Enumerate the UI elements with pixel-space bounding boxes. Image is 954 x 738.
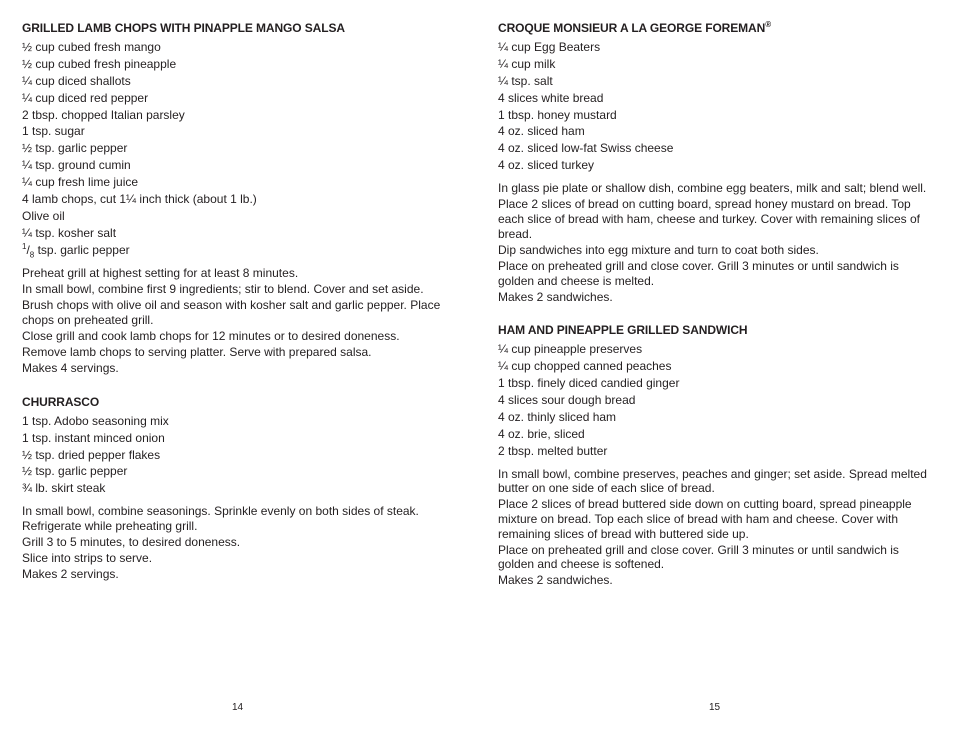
ingredient: 4 oz. brie, sliced (498, 426, 585, 441)
ingredient: ¼ cup Egg Beaters (498, 39, 601, 54)
direction-step: In small bowl, combine seasonings. Sprinkle evenly on both sides of steak. Refrigerate while preheating grill. (22, 504, 419, 533)
direction-step: Place on preheated grill and close cover. Grill 3 minutes or until sandwich is golden and cheese is melted. (498, 258, 899, 288)
ingredient: 4 oz. thinly sliced ham (498, 409, 617, 424)
ingredient: 4 lamb chops, cut 1¼ inch thick (about 1 lb.) (22, 192, 257, 207)
ingredient: ½ tsp. garlic pepper (22, 141, 128, 156)
recipe-title: GRILLED LAMB CHOPS WITH PINAPPLE MANGO SALSA (22, 21, 345, 35)
ingredient: 1 tsp. sugar (22, 124, 85, 139)
recipe-croque-monsieur (498, 20, 928, 304)
ingredient: ¼ cup milk (498, 56, 556, 71)
recipe-title: HAM AND PINEAPPLE GRILLED SANDWICH (498, 323, 748, 338)
ingredient: 4 oz. sliced ham (498, 124, 585, 139)
ingredient: 4 slices sour dough bread (498, 392, 636, 407)
page-number: 15 (709, 702, 721, 713)
direction-step: In small bowl, combine preserves, peaches and ginger; set aside. Spread melted butter on one side of each slice of bread. (498, 466, 927, 496)
ingredient: 1 tbsp. honey mustard (498, 107, 617, 122)
ingredient: 2 tbsp. melted butter (498, 443, 608, 458)
recipe-ham-pineapple-sandwich (498, 322, 928, 588)
direction-step: Place on preheated grill and close cover. Grill 3 minutes or until sandwich is golden and cheese is softened. (498, 542, 899, 572)
ingredient: ½ tsp. garlic pepper (22, 464, 128, 479)
direction-step: Remove lamb chops to serving platter. Serve with prepared salsa. (22, 345, 372, 360)
ingredient: ¼ tsp. ground cumin (22, 158, 131, 173)
ingredient: ¼ cup diced shallots (22, 73, 131, 88)
ingredient: ¾ lb. skirt steak (22, 481, 106, 496)
directions (22, 266, 447, 376)
ingredient: ¼ tsp. kosher salt (22, 225, 117, 240)
right-page (477, 0, 954, 738)
left-column (22, 20, 447, 584)
ingredient-text: tsp. garlic pepper (34, 242, 130, 257)
recipe-title: CHURRASCO (22, 394, 100, 409)
ingredient: ¼ cup fresh lime juice (22, 175, 139, 190)
recipe-grilled-lamb-chops (22, 20, 447, 376)
ingredient: ¼ tsp. salt (498, 73, 553, 88)
ingredient-list (22, 39, 447, 259)
ingredient-list (498, 341, 928, 459)
direction-step: Makes 2 sandwiches. (498, 573, 613, 588)
directions (498, 467, 928, 589)
direction-step: Place 2 slices of bread buttered side down on cutting board, spread pineapple mixture on bread. Top each slice of bread with ham and cheese. Cover with remaining slices of bread with buttered side up. (498, 497, 912, 541)
ingredient: 1 tsp. instant minced onion (22, 430, 165, 445)
direction-step: Brush chops with olive oil and season with kosher salt and garlic pepper. Place chops on preheated grill. (22, 298, 441, 327)
direction-step: In glass pie plate or shallow dish, combine egg beaters, milk and salt; blend well. (498, 181, 927, 196)
ingredient: ¼ cup chopped canned peaches (498, 359, 672, 374)
ingredient: 1 tsp. Adobo seasoning mix (22, 413, 169, 428)
recipe-churrasco (22, 394, 447, 582)
ingredient: 4 oz. sliced low-fat Swiss cheese (498, 141, 674, 156)
recipe-title-text: CROQUE MONSIEUR A LA GEORGE FOREMAN (498, 21, 766, 35)
ingredient-fraction: $^1/_8$ tsp. garlic pepper (22, 241, 130, 260)
ingredient: 2 tbsp. chopped Italian parsley (22, 107, 185, 122)
ingredient: ½ cup cubed fresh pineapple (22, 56, 177, 71)
fraction-numerator: 1 (22, 241, 27, 251)
direction-step: Close grill and cook lamb chops for 12 minutes or to desired doneness. (22, 328, 400, 343)
right-column (498, 20, 928, 590)
direction-step: Dip sandwiches into egg mixture and turn to coat both sides. (498, 242, 819, 257)
directions (498, 181, 928, 304)
ingredient: ¼ cup pineapple preserves (498, 342, 643, 357)
fraction-denominator: 8 (29, 250, 35, 260)
direction-step: In small bowl, combine first 9 ingredients; stir to blend. Cover and set aside. (22, 281, 424, 296)
direction-step: Grill 3 to 5 minutes, to desired doneness. (22, 535, 241, 550)
ingredient: 4 oz. sliced turkey (498, 158, 595, 173)
direction-step: Preheat grill at highest setting for at least 8 minutes. (22, 265, 299, 280)
direction-step: Makes 2 servings. (22, 567, 119, 582)
ingredient: 4 slices white bread (498, 90, 604, 105)
direction-step: Makes 2 sandwiches. (498, 289, 613, 304)
ingredient-list (22, 413, 447, 498)
ingredient: ½ tsp. dried pepper flakes (22, 447, 161, 462)
directions (22, 504, 447, 582)
recipe-title (498, 20, 928, 37)
ingredient: ½ cup cubed fresh mango (22, 39, 161, 54)
direction-step: Makes 4 servings. (22, 361, 119, 376)
ingredient-list (498, 39, 928, 174)
direction-step: Place 2 slices of bread on cutting board, spread honey mustard on bread. Top each slice of bread with ham, cheese and turkey. Cover with remaining slices of bread. (498, 197, 920, 241)
direction-step: Slice into strips to serve. (22, 551, 153, 566)
ingredient: Olive oil (22, 208, 65, 223)
ingredient: ¼ cup diced red pepper (22, 90, 149, 105)
page-number: 14 (232, 702, 244, 713)
ingredient: 1 tbsp. finely diced candied ginger (498, 376, 680, 390)
registered-mark: ® (765, 20, 771, 29)
